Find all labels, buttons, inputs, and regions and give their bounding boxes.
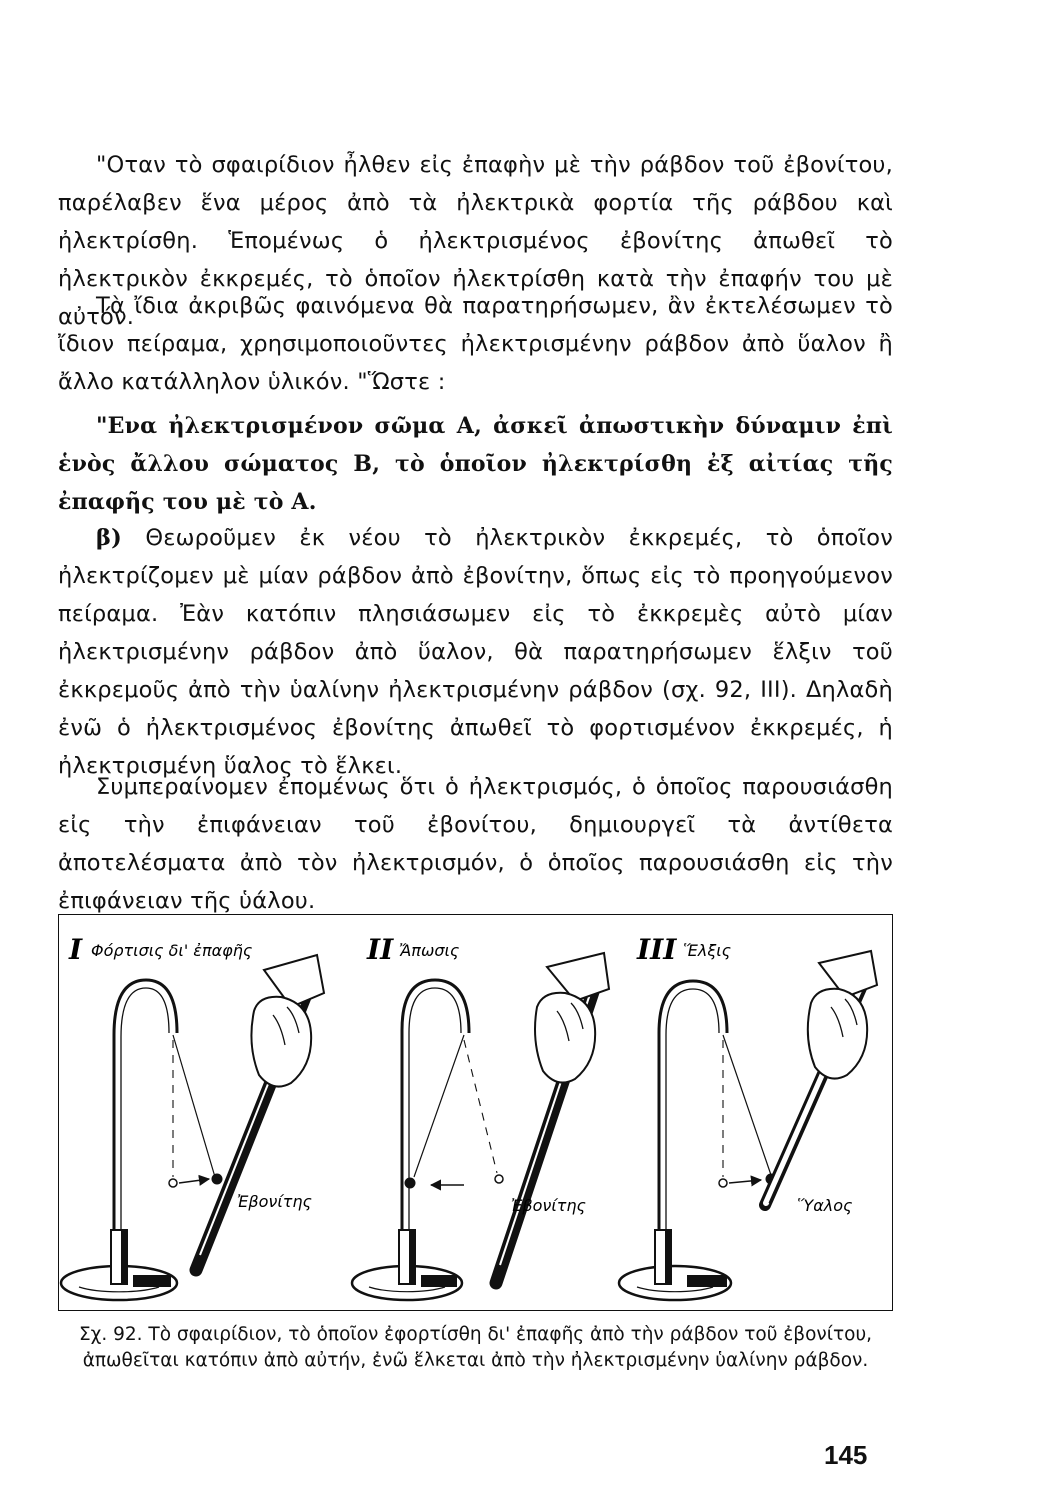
- panel-1-thread: [173, 1035, 215, 1177]
- panel-1-ball: [212, 1174, 223, 1185]
- panel-2: [352, 933, 609, 1300]
- panel-2-stand-base: [352, 1230, 462, 1300]
- panel-3-hand: [808, 951, 877, 1079]
- panel-3-stand-hook: [659, 981, 727, 1230]
- panel-3-ball-rest: [719, 1179, 727, 1187]
- page-number: 145: [824, 1440, 868, 1470]
- panel-3-arrow: [729, 1180, 761, 1183]
- panel-1-arrow: [179, 1179, 209, 1183]
- paragraph-4-text: Θεωροῦμεν ἐκ νέου τὸ ἠλεκτρικὸν ἐκκρεμές, τὸ ὁποῖον ἠλεκτρίζομεν μὲ μίαν ράβδον ἀπὸ ἐβονίτην, ὅπως εἰς τὸ προηγούμενον πείραμα. Ἐὰν κατόπιν πλησιάσωμεν εἰς τὸ ἐκκρεμὲς αὐτὸ μίαν ἠλεκτρισμένην ράβδον ἀπὸ ὕαλον, θὰ παρατηρήσωμεν ἕλξιν τοῦ ἐκκρεμοῦς ἀπὸ τὴν ὑαλίνην ἠλεκτρισμένην ράβδον (σχ. 92, ΙΙΙ). Δηλαδὴ ἐνῶ ὁ ἠλεκτρισμένος ἐβονίτης ἀπωθεῖ τὸ φορτισμένον ἐκκρεμές, ἡ ἠλεκτρισμένη ὕαλος τὸ ἕλκει.: [58, 525, 893, 779]
- panel-1-stand-base: [61, 1230, 177, 1300]
- paragraph-1: "Οταν τὸ σφαιρίδιον ἦλθεν εἰς ἐπαφὴν μὲ τὴν ράβδον τοῦ ἐβονίτου, παρέλαβεν ἕνα μέρος ἀπὸ τὰ ἠλεκτρικὰ φορτία τῆς ράβδου καὶ ἠλεκτρίσθη. Ἑπομένως ὁ ἠλεκτρισμένος ἐβονίτης ἀπωθεῖ τὸ ἠλεκτρικὸν ἐκκρεμές, τὸ ὁποῖον ἠλεκτρίσθη κατὰ τὴν ἐπαφήν του μὲ αὐτόν.: [58, 152, 893, 330]
- panel-2-numeral: II: [367, 933, 394, 966]
- panel-1-title: Φόρτισις δι' ἐπαφῆς: [91, 941, 253, 960]
- panel-3: [619, 933, 877, 1300]
- paragraph-4-label: β): [96, 525, 122, 551]
- figure-92: [58, 914, 893, 1311]
- panel-3-title: Ἕλξις: [683, 941, 732, 960]
- figure-drawing: [59, 915, 894, 1312]
- panel-3-stand-base: [619, 1230, 731, 1300]
- panel-3-thread: [723, 1035, 771, 1175]
- panel-2-title: Ἄπωσις: [399, 941, 460, 960]
- panel-1: [61, 933, 324, 1300]
- panel-1-hand: [251, 955, 324, 1087]
- panel-1-numeral: I: [69, 933, 83, 966]
- panel-2-ball-contact: [495, 1175, 503, 1183]
- panel-1-ball-rest: [169, 1179, 177, 1187]
- paragraph-4: [58, 519, 893, 785]
- figure-caption: Σχ. 92. Τὸ σφαιρίδιον, τὸ ὁποῖον ἐφορτίσθη δι' ἐπαφῆς ἀπὸ τὴν ράβδον τοῦ ἐβονίτου, ἀπωθεῖται κατόπιν ἀπὸ αὐτήν, ἐνῶ ἕλκεται ἀπὸ τὴν ἠλεκτρισμένην ὑαλίνην ράβδον.: [78, 1324, 873, 1371]
- panel-2-hand: [535, 953, 609, 1083]
- panel-1-rod-label: Ἐβονίτης: [237, 1192, 312, 1211]
- panel-3-numeral: III: [637, 933, 677, 966]
- paragraph-2: Τὰ ἴδια ἀκριβῶς φαινόμενα θὰ παρατηρήσωμεν, ἂν ἐκτελέσωμεν τὸ ἴδιον πείραμα, χρησιμοποιοῦντες ἠλεκτρισμένην ράβδον ἀπὸ ὕαλον ἢ ἄλλο κατάλληλον ὑλικόν. "Ὥστε :: [58, 293, 893, 395]
- panel-3-rod-label: Ὕαλος: [797, 1196, 853, 1215]
- paragraph-3-bold-statement: "Ενα ἠλεκτρισμένον σῶμα Α, ἀσκεῖ ἀπωστικὴν δύναμιν ἐπὶ ἑνὸς ἄλλου σώματος Β, τὸ ὁποῖον ἠλεκτρίσθη ἐξ αἰτίας τῆς ἐπαφῆς του μὲ τὸ Α.: [58, 413, 893, 515]
- panel-2-ball: [405, 1178, 416, 1189]
- panel-2-stand-hook: [402, 980, 469, 1230]
- paragraph-5: Συμπεραίνομεν ἐπομένως ὅτι ὁ ἠλεκτρισμός, ὁ ὁποῖος παρουσιάσθη εἰς τὴν ἐπιφάνειαν τοῦ ἐβονίτου, δημιουργεῖ τὰ ἀντίθετα ἀποτελέσματα ἀπὸ τὸν ἠλεκτρισμόν, ὁ ὁποῖος παρουσιάσθη εἰς τὴν ἐπιφάνειαν τῆς ὑάλου.: [58, 774, 893, 914]
- panel-2-rod-label: Ἐβονίτης: [511, 1196, 586, 1215]
- panel-2-thread: [414, 1035, 464, 1177]
